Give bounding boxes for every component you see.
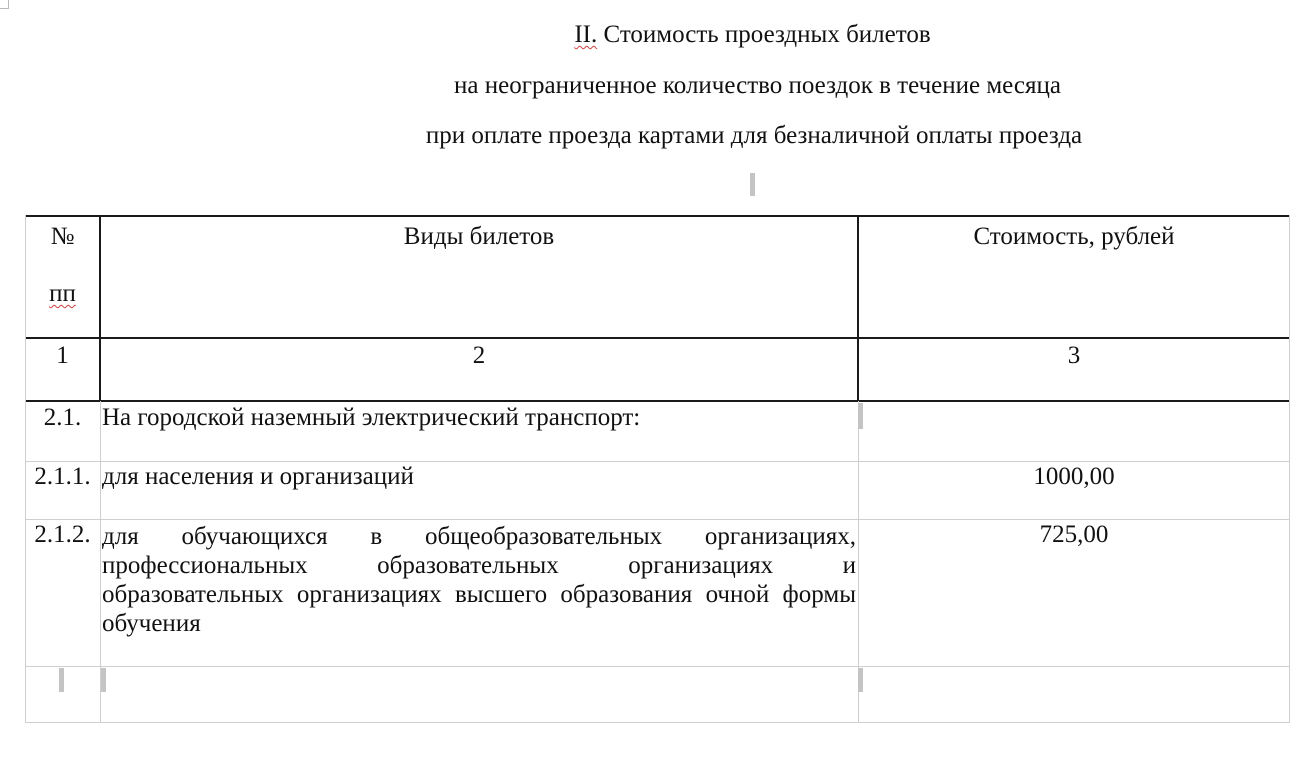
row-cost: 725,00 xyxy=(1039,521,1109,548)
index-cell-1: 1 xyxy=(56,342,69,369)
header-num-abbrev-text: пп xyxy=(49,280,76,307)
table-top-border xyxy=(25,215,1290,217)
title-text: Стоимость проездных билетов xyxy=(597,21,931,48)
index-row-bottom-border xyxy=(25,400,1290,402)
header-ticket-types: Виды билетов xyxy=(403,223,555,250)
description-line: обучения xyxy=(102,610,201,637)
title-line-1 xyxy=(0,20,1315,50)
title-line-2: на неограниченное количество поездок в течение месяца xyxy=(454,72,1061,99)
row-number: 2.1. xyxy=(43,404,82,431)
header-bottom-border xyxy=(25,337,1290,339)
page-corner-mark xyxy=(0,0,9,9)
paragraph-mark xyxy=(750,173,755,196)
row-divider xyxy=(25,666,1290,667)
paragraph-mark xyxy=(858,403,863,429)
paragraph-mark xyxy=(59,668,64,692)
description-line: образовательных организациях высшего образования очной формы xyxy=(102,581,856,608)
row-description: На городской наземный электрический транспорт: xyxy=(102,404,641,431)
table-right-border xyxy=(1289,215,1290,722)
row-number: 2.1.2. xyxy=(34,521,91,548)
row-description: для населения и организаций xyxy=(102,463,414,490)
header-cost: Стоимость, рублей xyxy=(973,223,1175,250)
header-num-abbrev xyxy=(26,279,99,309)
paragraph-mark xyxy=(858,668,863,692)
index-cell-2: 2 xyxy=(472,342,486,369)
description-line: профессиональных образовательных организациях и xyxy=(102,552,856,579)
description-line: для обучающихся в общеобразовательных организациях, xyxy=(102,523,856,550)
paragraph-mark xyxy=(101,668,106,692)
row-description-multiline xyxy=(102,522,856,638)
section-number: II. xyxy=(574,21,598,48)
table-bottom-border xyxy=(25,722,1290,723)
row-number: 2.1.1. xyxy=(34,463,91,490)
row-cost: 1000,00 xyxy=(1033,463,1115,490)
index-cell-3: 3 xyxy=(1067,342,1081,369)
header-num-symbol: № xyxy=(50,223,75,250)
title-line-3: при оплате проезда картами для безналичной оплаты проезда xyxy=(425,122,1083,149)
